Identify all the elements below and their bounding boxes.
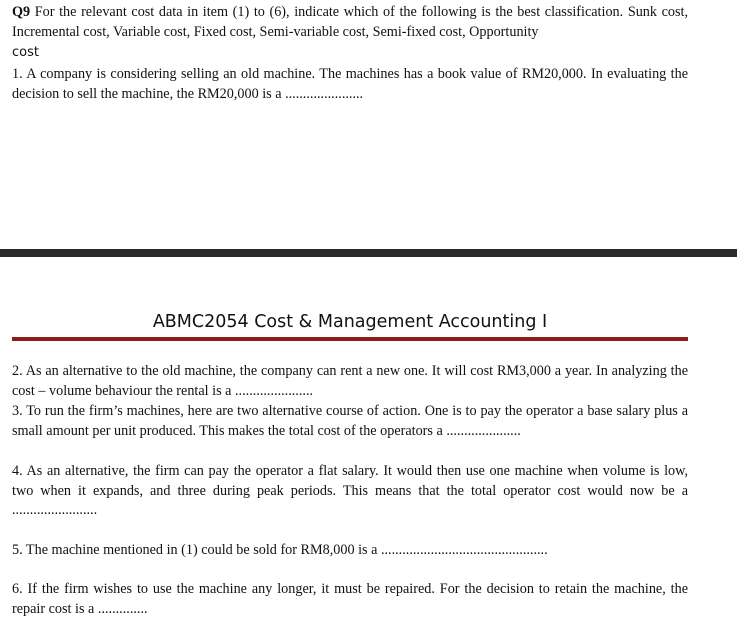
page-break-bar [0, 249, 737, 257]
item-2 [12, 362, 688, 401]
item-4-text: 4. As an alternative, the firm can pay the operator a flat salary. It would then use one machine when volume is low, two when it expands, and three during peak periods. This means that the total operator cost would now be a [12, 463, 688, 499]
header-rule [12, 337, 688, 341]
item-3-text: 3. To run the firm’s machines, here are two alternative course of action. One is to pay the operator a base salary plus a small amount per unit produced. This makes the total cost of the operators a [12, 403, 688, 439]
item-2-blank: ...................... [235, 382, 314, 399]
item-3-blank: ..................... [446, 422, 521, 439]
course-title: ABMC2054 Cost & Management Accounting I [152, 312, 548, 332]
item-5-text: 5. The machine mentioned in (1) could be sold for RM8,000 is a [12, 542, 378, 558]
item-1 [12, 65, 688, 104]
item-6 [12, 580, 688, 619]
item-5-blank: ............................................... [380, 542, 548, 558]
item-1-text: 1. A company is considering selling an old machine. The machines has a book value of RM20,000. In evaluating the decision to sell the machine, the RM20,000 is a [12, 66, 688, 102]
question-number: Q9 [12, 4, 31, 20]
item-3 [12, 402, 688, 441]
item-4-blank: ........................ [12, 502, 98, 518]
item-5 [12, 541, 688, 561]
item-4 [12, 462, 688, 521]
q9-options: Sunk cost, Incremental cost, Variable cost, Fixed cost, Semi-variable cost, Semi-fixed cost, Opportunity [12, 4, 689, 40]
item-1-blank: ...................... [285, 85, 364, 102]
q9-options-last: cost [12, 45, 39, 60]
item-6-text: 6. If the firm wishes to use the machine any longer, it must be repaired. For the decision to retain the machine, the repair cost is a [12, 581, 688, 617]
q9-intro [12, 3, 688, 42]
item-6-blank: .............. [97, 600, 148, 617]
item-2-text: 2. As an alternative to the old machine, the company can rent a new one. It will cost RM3,000 a year. In analyzing the cost – volume behaviour the rental is a [12, 363, 688, 399]
q9-intro-text: For the relevant cost data in item (1) to (6), indicate which of the following is the best classification. [34, 4, 624, 20]
